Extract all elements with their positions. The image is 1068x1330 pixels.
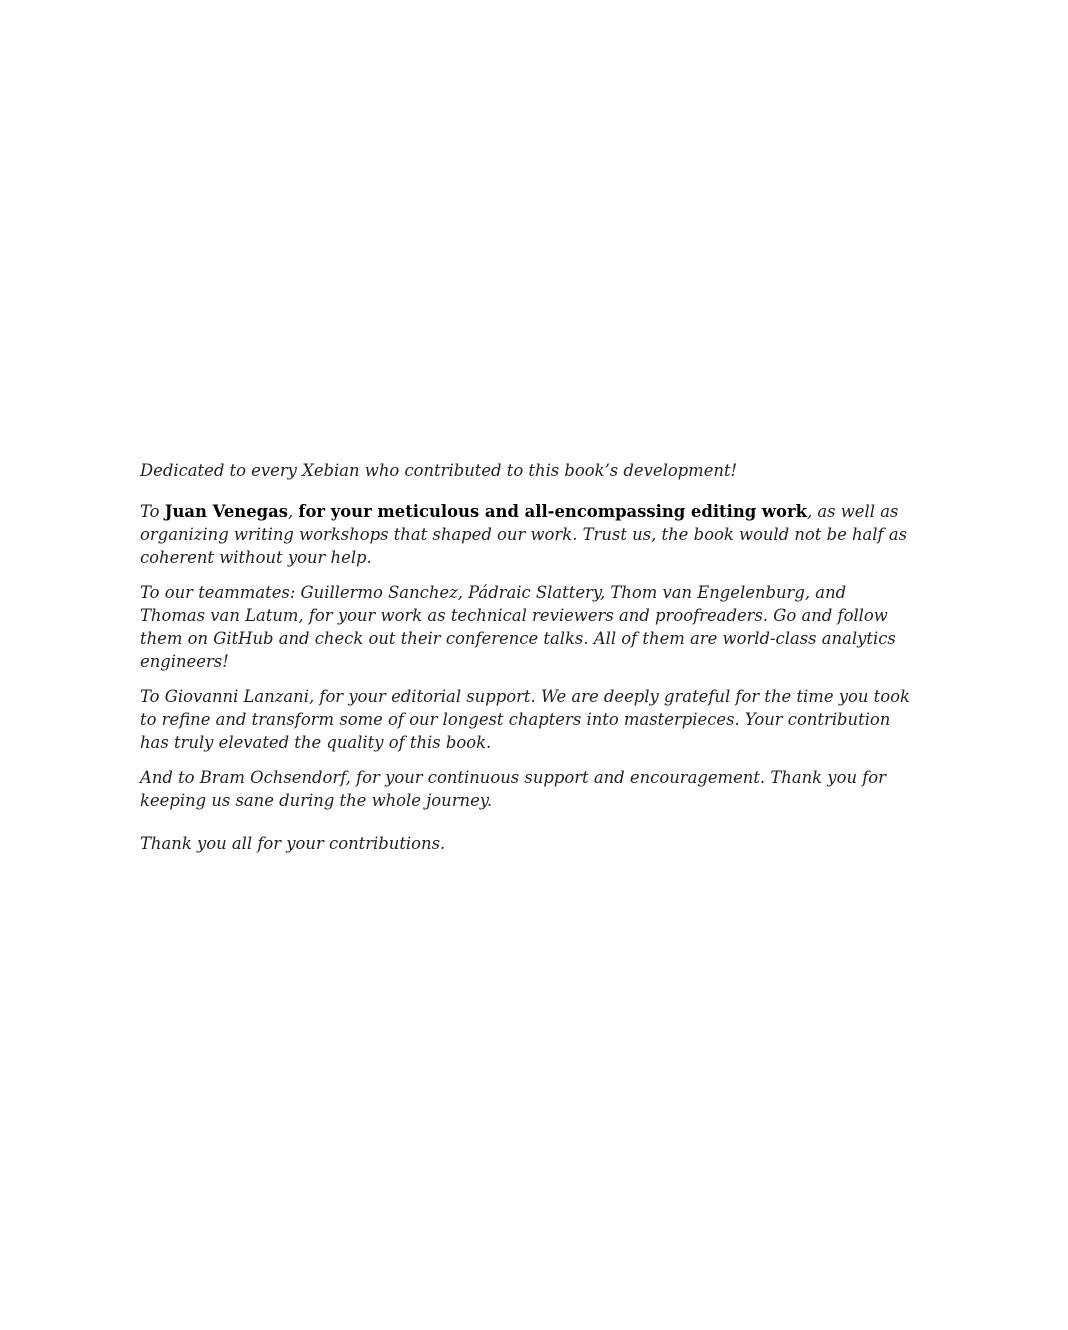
support-acknowledgement: And to Bram Ochsendorf, for your continuous support and encouragement. Thank you for keeping us sane during the whole journey. [140, 768, 886, 810]
editor-name: Juan Venegas [164, 502, 288, 521]
acknowledgement-comma: , [287, 502, 299, 521]
editor-acknowledgement [140, 500, 915, 569]
dedication-block [140, 459, 915, 867]
dedication-line: Dedicated to every Xebian who contributed to this book’s development! [140, 461, 738, 480]
acknowledgement-prefix: To [140, 502, 165, 521]
closing-line: Thank you all for your contributions. [140, 834, 446, 853]
teammates-acknowledgement: To our teammates: Guillermo Sanchez, Pádraic Slattery, Thom van Engelenburg, and Thomas van Latum, for your work as technical reviewers and proofreaders. Go and follow them on GitHub and check out their conference talks. All of them are world-class analytics engineers! [140, 583, 896, 671]
editor-contribution: for your meticulous and all-encompassing editing work [298, 502, 807, 521]
editorial-support-acknowledgement: To Giovanni Lanzani, for your editorial support. We are deeply grateful for the time you took to refine and transform some of our longest chapters into masterpieces. Your contribution has truly elevated the quality of this book. [140, 687, 910, 752]
acknowledgement-rest: , as well as organizing writing workshops that shaped our work. Trust us, the book would not be half as coherent without your help. [140, 502, 908, 567]
